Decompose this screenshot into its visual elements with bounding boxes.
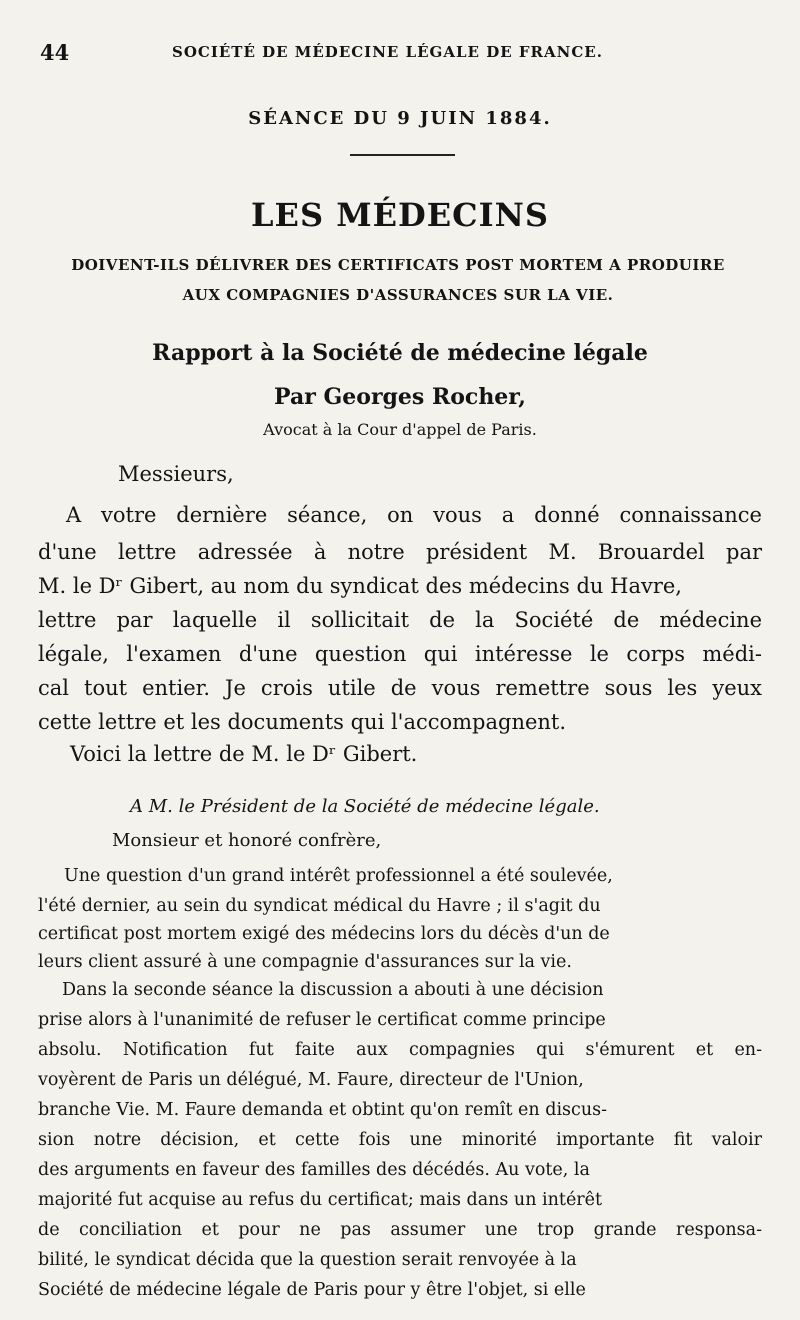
- letter-addressee: A M. le Président de la Société de médecine légale.: [130, 796, 600, 817]
- letter-line: Une question d'un grand intérêt professionnel a été soulevée,: [64, 866, 613, 886]
- body-line: d'une lettre adressée à notre président M. Brouardel par: [38, 540, 762, 564]
- letter-line: voyèrent de Paris un délégué, M. Faure, directeur de l'Union,: [38, 1070, 584, 1090]
- letter-line: branche Vie. M. Faure demanda et obtint qu'on remît en discus-: [38, 1100, 607, 1120]
- page-number: 44: [40, 40, 70, 65]
- letter-line: leurs client assuré à une compagnie d'assurances sur la vie.: [38, 952, 572, 972]
- session-date: SÉANCE DU 9 JUIN 1884.: [248, 108, 552, 129]
- body-line: lettre par laquelle il sollicitait de la Société de médecine: [38, 608, 762, 632]
- letter-line: absolu. Notification fut faite aux compagnies qui s'émurent et en-: [38, 1040, 762, 1060]
- salutation: Messieurs,: [118, 462, 234, 486]
- body-line: A votre dernière séance, on vous a donné connaissance: [66, 503, 762, 527]
- article-subtitle-line-1: DOIVENT-ILS DÉLIVRER DES CERTIFICATS POST MORTEM A PRODUIRE: [71, 256, 725, 274]
- report-title: Rapport à la Société de médecine légale: [152, 340, 648, 366]
- letter-line: bilité, le syndicat décida que la question serait renvoyée à la: [38, 1250, 577, 1270]
- letter-line: l'été dernier, au sein du syndicat médical du Havre ; il s'agit du: [38, 896, 601, 916]
- running-title: SOCIÉTÉ DE MÉDECINE LÉGALE DE FRANCE.: [172, 43, 603, 61]
- body-line: Voici la lettre de M. le Dʳ Gibert.: [70, 742, 418, 766]
- title-rule: [350, 154, 455, 156]
- article-subtitle-line-2: AUX COMPAGNIES D'ASSURANCES SUR LA VIE.: [182, 286, 614, 304]
- body-line: cal tout entier. Je crois utile de vous remettre sous les yeux: [38, 676, 762, 700]
- report-author-role: Avocat à la Cour d'appel de Paris.: [263, 420, 537, 439]
- letter-line: de conciliation et pour ne pas assumer une trop grande responsa-: [38, 1220, 762, 1240]
- report-author: Par Georges Rocher,: [274, 384, 526, 410]
- letter-line: prise alors à l'unanimité de refuser le certificat comme principe: [38, 1010, 606, 1030]
- letter-line: des arguments en faveur des familles des décédés. Au vote, la: [38, 1160, 590, 1180]
- letter-line: majorité fut acquise au refus du certificat; mais dans un intérêt: [38, 1190, 603, 1210]
- body-line: M. le Dʳ Gibert, au nom du syndicat des médecins du Havre,: [38, 574, 682, 598]
- letter-line: sion notre décision, et cette fois une minorité importante fit valoir: [38, 1130, 762, 1150]
- body-line: cette lettre et les documents qui l'accompagnent.: [38, 710, 567, 734]
- running-header: [40, 40, 740, 70]
- letter-line: Société de médecine légale de Paris pour y être l'objet, si elle: [38, 1280, 586, 1300]
- body-line: légale, l'examen d'une question qui intéresse le corps médi-: [38, 642, 762, 666]
- letter-line: Dans la seconde séance la discussion a abouti à une décision: [62, 980, 604, 1000]
- letter-salutation: Monsieur et honoré confrère,: [112, 830, 382, 851]
- article-title: LES MÉDECINS: [251, 196, 549, 234]
- letter-line: certificat post mortem exigé des médecins lors du décès d'un de: [38, 924, 610, 944]
